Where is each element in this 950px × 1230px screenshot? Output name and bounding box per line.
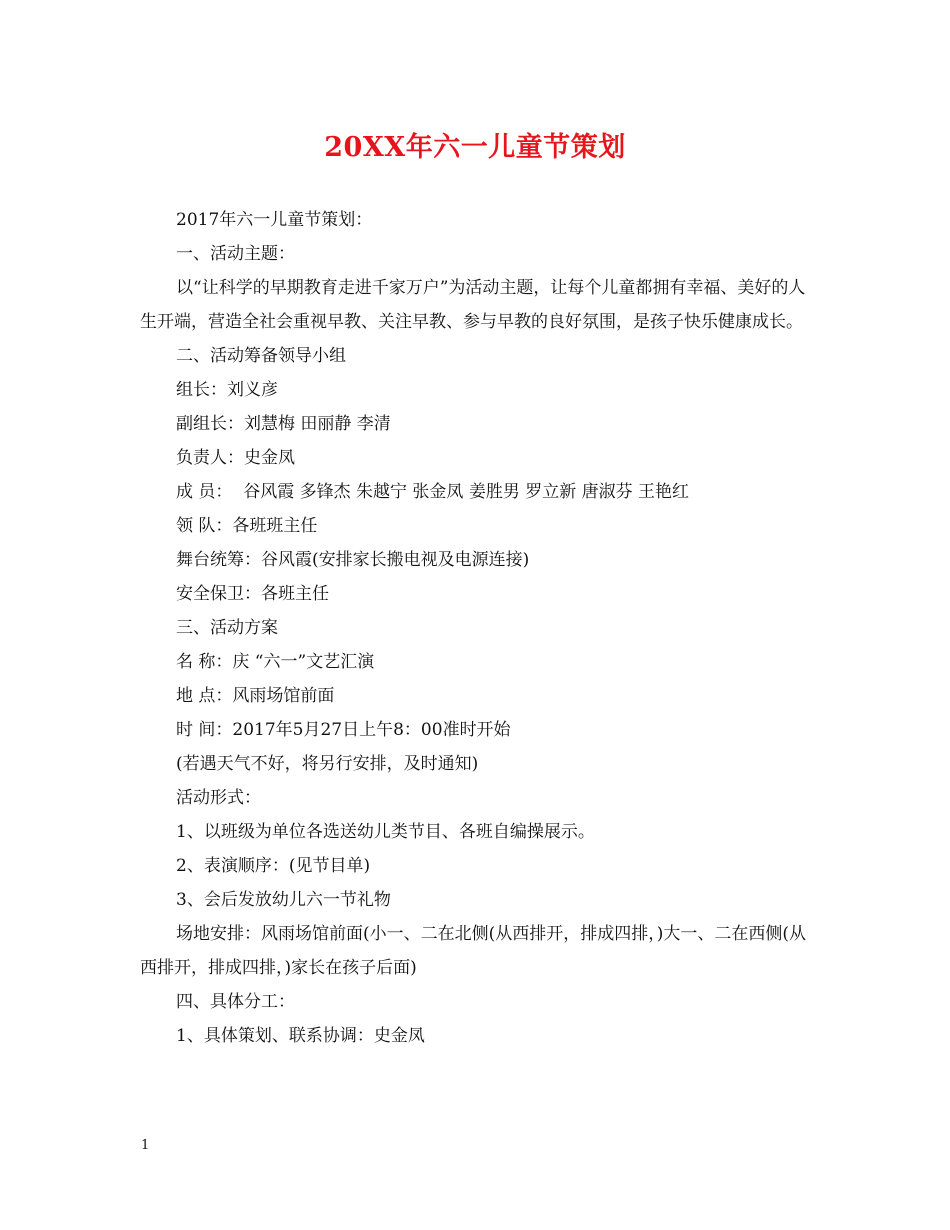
paragraph-format-item-3: 3、会后发放幼儿六一节礼物 xyxy=(176,890,391,910)
paragraph-stage-coordination: 舞台统筹：谷风霞(安排家长搬电视及电源连接) xyxy=(176,550,530,570)
paragraph-responsible: 负责人：史金凤 xyxy=(176,448,295,468)
paragraph-section-4-heading: 四、具体分工： xyxy=(176,992,295,1012)
paragraph-venue-arrangement: 场地安排：风雨场馆前面(小一、二在北侧(从西排开，排成四排，)大一、二在西侧(从西排开，排成四排，)家长在孩子后面) xyxy=(140,924,807,978)
paragraph-section-2-heading: 二、活动筹备领导小组 xyxy=(176,346,346,366)
paragraph-theme: 以“让科学的早期教育走进千家万户”为活动主题，让每个儿童都拥有幸福、美好的人生开端，营造全社会重视早教、关注早教、参与早教的良好氛围，是孩子快乐健康成长。 xyxy=(140,278,806,332)
paragraph-section-1-heading: 一、活动主题： xyxy=(176,244,295,264)
paragraph-members: 成 员： 谷风霞 多锋杰 朱越宁 张金凤 姜胜男 罗立新 唐淑芬 王艳红 xyxy=(176,482,690,502)
paragraph-leader: 组长：刘义彦 xyxy=(176,380,278,400)
paragraph-format-item-1: 1、以班级为单位各选送幼儿类节目、各班自编操展示。 xyxy=(176,822,595,842)
paragraph-format-item-2: 2、表演顺序：(见节目单) xyxy=(176,856,371,876)
paragraph-deputy-leader: 副组长：刘慧梅 田丽静 李清 xyxy=(176,414,391,434)
paragraph-division-item-1: 1、具体策划、联系协调：史金凤 xyxy=(176,1026,425,1046)
paragraph-weather-note: (若遇天气不好，将另行安排，及时通知) xyxy=(176,754,479,774)
paragraph-time: 时 间：2017年5月27日上午8：00准时开始 xyxy=(176,720,511,740)
paragraph-section-3-heading: 三、活动方案 xyxy=(176,618,278,638)
paragraph-location: 地 点：风雨场馆前面 xyxy=(176,686,335,706)
paragraph-intro: 2017年六一儿童节策划： xyxy=(176,210,373,230)
paragraph-event-name: 名 称：庆 “六一”文艺汇演 xyxy=(176,652,375,672)
paragraph-security: 安全保卫：各班主任 xyxy=(176,584,329,604)
document-body xyxy=(140,203,815,1053)
page-number: 1 xyxy=(141,1138,150,1153)
paragraph-team-lead: 领 队：各班班主任 xyxy=(176,516,318,536)
paragraph-format-heading: 活动形式： xyxy=(176,788,261,808)
document-title: 20XX年六一儿童节策划 xyxy=(324,132,626,163)
